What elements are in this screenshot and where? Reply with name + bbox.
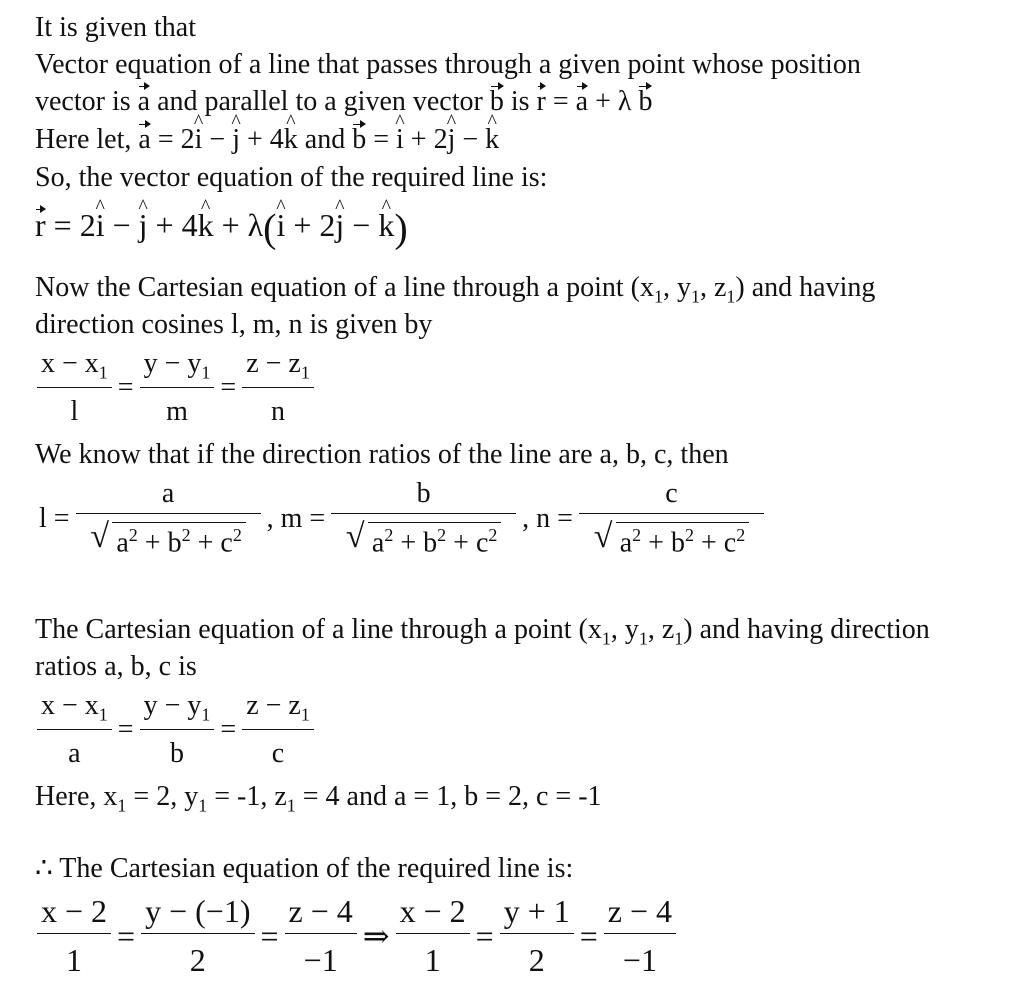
text: a	[619, 527, 633, 559]
denominator: n	[271, 395, 286, 427]
unit-j: j ^	[335, 207, 344, 243]
unit-i: i ^	[195, 122, 203, 158]
numerator: x − 2	[396, 893, 470, 934]
unit-k: k ^	[284, 122, 298, 158]
vector-a: a	[576, 84, 588, 120]
equals: =	[579, 917, 598, 954]
text-line-values	[35, 779, 602, 824]
text: and parallel to a given vector	[150, 86, 490, 117]
numerator: x − 2	[37, 893, 111, 934]
radicand	[112, 522, 245, 559]
exponent: 2	[736, 525, 746, 545]
exponent: 2	[488, 525, 498, 545]
denominator: c	[271, 737, 285, 769]
denominator: −1	[303, 942, 338, 978]
vector-b: b	[352, 122, 366, 158]
text: +	[641, 527, 671, 559]
sqrt	[346, 522, 501, 559]
numerator: y − (−1)	[141, 893, 254, 934]
fraction	[242, 690, 314, 770]
subscript: 1	[198, 795, 208, 816]
subscript: 1	[286, 795, 296, 816]
text: +	[446, 527, 476, 559]
numerator	[140, 690, 215, 730]
text: ) and having direction	[683, 614, 930, 645]
fraction	[76, 478, 261, 559]
text: b	[670, 527, 685, 559]
fraction	[37, 893, 111, 979]
equation-vector-line	[35, 205, 408, 251]
text: −	[202, 124, 233, 155]
fraction	[140, 348, 215, 428]
denominator: b	[169, 737, 184, 769]
unit-i: i ^	[96, 207, 105, 243]
text: = 2, y	[126, 781, 199, 812]
numerator: y + 1	[500, 893, 574, 934]
text: = 2	[45, 207, 96, 243]
equals: =	[117, 713, 134, 745]
numerator	[140, 348, 215, 388]
fraction	[285, 893, 357, 979]
paren-open: (	[263, 205, 277, 251]
exponent: 2	[181, 525, 191, 545]
vector-b: b	[638, 84, 652, 120]
text-line-direction-cosines: direction cosines l, m, n is given by	[35, 309, 433, 340]
text: −	[455, 124, 486, 155]
unit-i: i ^	[396, 122, 404, 158]
fraction	[579, 478, 764, 559]
text: , z	[647, 614, 675, 645]
text: , y	[610, 614, 639, 645]
text: + 2	[285, 207, 336, 243]
vector-r: r	[35, 207, 46, 243]
text: x − x	[41, 690, 99, 721]
denominator: 1	[66, 942, 83, 978]
sqrt	[90, 522, 245, 559]
text: Now the Cartesian equation of a line through a point (x	[35, 272, 654, 303]
text: −	[344, 207, 379, 243]
text: Here, x	[35, 781, 118, 812]
unit-k: k ^	[198, 207, 214, 243]
vector-r: r	[537, 84, 546, 120]
radicand	[368, 522, 501, 559]
text: is	[503, 86, 537, 117]
unit-k: k ^	[485, 122, 499, 158]
denominator: a	[68, 737, 81, 769]
denominator: 2	[189, 942, 206, 978]
text: a	[371, 527, 385, 559]
text: c	[220, 527, 233, 559]
fraction	[396, 893, 470, 979]
text: b	[167, 527, 182, 559]
exponent: 2	[632, 525, 642, 545]
text: = 4 and a = 1, b = 2, c = -1	[295, 781, 602, 812]
text: a	[116, 527, 129, 559]
fraction	[500, 893, 574, 979]
denominator: m	[166, 395, 188, 427]
text: x − x	[41, 348, 99, 379]
implies-arrow: ⇒	[362, 918, 390, 954]
text-line-direction-ratios: We know that if the direction ratios of the line are a, b, c, then	[35, 439, 729, 470]
exponent: 2	[384, 525, 394, 545]
text: + 2	[403, 124, 448, 155]
radicand	[616, 522, 749, 559]
unit-k: k ^	[378, 207, 394, 243]
numerator: z − 4	[604, 893, 676, 934]
text: , y	[662, 272, 691, 303]
numerator	[37, 690, 112, 730]
exponent: 2	[437, 525, 447, 545]
text: y − y	[143, 690, 202, 721]
subscript: 1	[638, 628, 648, 649]
subscript: 1	[201, 704, 211, 725]
label-m: , m =	[266, 502, 326, 534]
fraction	[604, 893, 676, 979]
subscript: 1	[201, 362, 211, 383]
unit-j: j ^	[448, 122, 456, 158]
vector-a: a	[138, 84, 150, 120]
text: + 4	[239, 124, 284, 155]
denominator: 1	[424, 942, 441, 978]
subscript: 1	[726, 286, 736, 307]
numerator	[242, 348, 314, 388]
denominator	[331, 514, 516, 559]
text: =	[366, 124, 397, 155]
unit-i: i ^	[276, 207, 285, 243]
text: = -1, z	[207, 781, 287, 812]
text: +	[137, 527, 168, 559]
label-n: , n =	[522, 502, 573, 534]
text: = 2	[150, 124, 195, 155]
text: ) and having	[735, 272, 876, 303]
text: −	[104, 207, 139, 243]
subscript: 1	[117, 795, 127, 816]
text: z − z	[246, 690, 301, 721]
denominator: 2	[528, 942, 545, 978]
text: Here let,	[35, 124, 139, 155]
unit-j: j ^	[232, 122, 240, 158]
text: c	[723, 527, 737, 559]
numerator: c	[579, 478, 764, 514]
equals: =	[117, 371, 134, 403]
fraction	[141, 893, 254, 979]
fraction	[331, 478, 516, 559]
equation-cartesian-general	[35, 690, 316, 770]
subscript: 1	[653, 286, 663, 307]
text-line-therefore: ∴ The Cartesian equation of the required line is:	[35, 853, 574, 884]
text: + λ	[588, 86, 639, 117]
text: =	[545, 86, 576, 117]
denominator: −1	[622, 942, 657, 978]
vector-b: b	[490, 84, 504, 120]
text: +	[693, 527, 724, 559]
numerator: z − 4	[285, 893, 357, 934]
text: + λ	[213, 207, 264, 243]
exponent: 2	[232, 525, 242, 545]
paren-close: )	[394, 205, 408, 251]
subscript: 1	[690, 286, 700, 307]
equals: =	[117, 917, 136, 954]
text-line-position-vector	[35, 84, 652, 120]
text: z − z	[246, 348, 301, 379]
subscript: 1	[674, 628, 684, 649]
text: , z	[699, 272, 727, 303]
equation-final	[35, 893, 678, 979]
numerator	[37, 348, 112, 388]
numerator: a	[76, 478, 261, 514]
text-line-vector-equation: Vector equation of a line that passes through a given point whose position	[35, 49, 861, 80]
text-line-here-let	[35, 122, 499, 158]
text-line-ratios-abc: ratios a, b, c is	[35, 651, 197, 682]
fraction	[140, 690, 215, 770]
text-line-so-vector: So, the vector equation of the required line is:	[35, 162, 548, 193]
text: + 4	[147, 207, 198, 243]
vector-a: a	[138, 122, 150, 158]
equals: =	[260, 917, 279, 954]
subscript: 1	[300, 704, 310, 725]
text: c	[475, 527, 489, 559]
equation-direction-cosines	[35, 348, 316, 428]
subscript: 1	[98, 704, 108, 725]
text: y − y	[143, 348, 202, 379]
text: The Cartesian equation of a line through a point (x	[35, 614, 602, 645]
text: and	[297, 124, 353, 155]
exponent: 2	[128, 525, 138, 545]
text: +	[393, 527, 424, 559]
fraction	[242, 348, 314, 428]
sqrt	[594, 522, 749, 559]
subscript: 1	[98, 362, 108, 383]
label-l: l =	[39, 502, 70, 534]
numerator	[242, 690, 314, 730]
equals: =	[220, 371, 237, 403]
denominator	[76, 514, 261, 559]
fraction	[37, 690, 112, 770]
subscript: 1	[300, 362, 310, 383]
text: +	[190, 527, 221, 559]
text: b	[423, 527, 438, 559]
subscript: 1	[601, 628, 611, 649]
unit-j: j ^	[139, 207, 148, 243]
denominator	[579, 514, 764, 559]
exponent: 2	[684, 525, 694, 545]
fraction	[37, 348, 112, 428]
numerator: b	[331, 478, 516, 514]
equation-lmn	[35, 478, 766, 559]
denominator: l	[70, 395, 79, 427]
equals: =	[475, 917, 494, 954]
text: vector is	[35, 86, 138, 117]
equals: =	[220, 713, 237, 745]
text-line-given: It is given that	[35, 12, 196, 43]
